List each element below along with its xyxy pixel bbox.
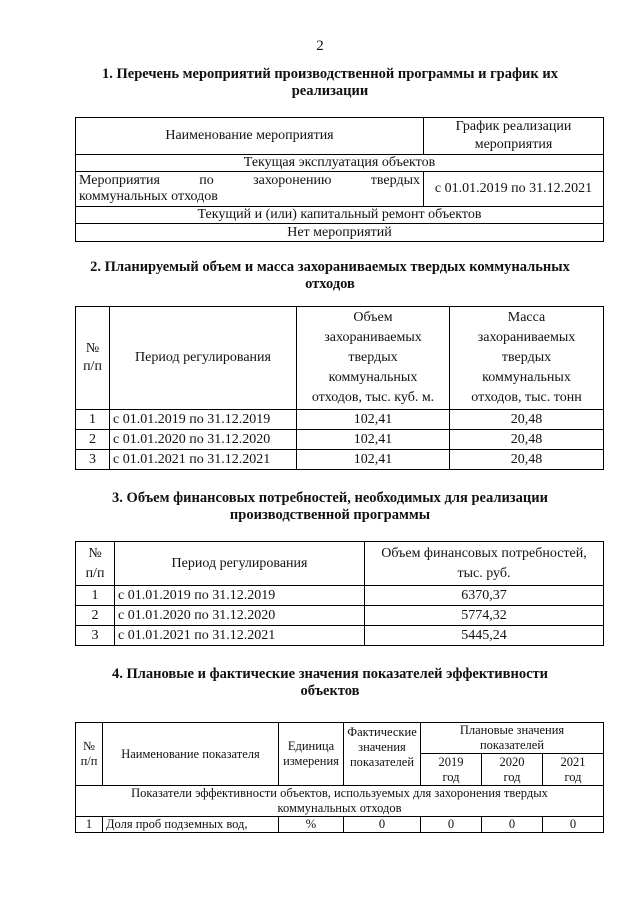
col-header-number-line2: п/п	[80, 754, 98, 768]
table-row	[76, 224, 604, 242]
row-unit: %	[279, 817, 344, 833]
activity-word: твердых	[370, 173, 420, 188]
activity-word: захоронению	[253, 173, 332, 188]
row-number: 1	[76, 586, 115, 606]
table-header-row	[76, 307, 604, 410]
section3-title-line2: производственной программы	[229, 507, 431, 523]
table-row	[76, 430, 604, 450]
row-period: с 01.01.2020 по 31.12.2020	[110, 430, 297, 450]
col-header-amount-line2: тыс. руб.	[457, 565, 511, 581]
col-header-mass-line: коммунальных	[482, 370, 571, 385]
col-header-number	[76, 542, 115, 586]
col-header-volume-line: захораниваемых	[324, 330, 422, 345]
table-row	[76, 606, 604, 626]
efficiency-indicators-table	[75, 722, 604, 833]
col-header-period: Период регулирования	[115, 542, 365, 586]
row-plan-2019: 0	[421, 817, 482, 833]
row-plan-2021: 0	[543, 817, 604, 833]
col-header-actual	[344, 723, 421, 786]
col-header-indicator: Наименование показателя	[103, 723, 279, 786]
group-label-line2: коммунальных отходов	[277, 801, 402, 815]
activities-table	[75, 117, 604, 242]
col-header-number	[76, 723, 103, 786]
col-header-volume-line: Объем	[353, 310, 393, 325]
col-header-mass	[450, 307, 604, 410]
year-unit: год	[564, 769, 582, 784]
row-amount: 6370,37	[365, 586, 604, 606]
year-value: 2019	[438, 754, 464, 769]
year-value: 2020	[499, 754, 525, 769]
col-header-unit-line2: измерения	[283, 754, 339, 768]
row-indicator: Доля проб подземных вод,	[103, 817, 279, 833]
col-header-amount	[365, 542, 604, 586]
row-period: с 01.01.2019 по 31.12.2019	[115, 586, 365, 606]
section1-title-line1: 1. Перечень мероприятий производственной программы и график их	[102, 66, 558, 82]
section2-title	[60, 259, 600, 293]
no-activities-cell: Нет мероприятий	[76, 224, 604, 242]
row-number: 3	[76, 626, 115, 646]
col-header-number-line1: №	[88, 545, 102, 561]
col-header-schedule	[424, 118, 604, 155]
col-header-unit-line1: Единица	[287, 739, 335, 753]
group-row-indicators	[76, 786, 604, 817]
col-header-activity-name: Наименование мероприятия	[76, 118, 424, 155]
table-header-row	[76, 542, 604, 586]
col-header-volume-line: отходов, тыс. куб. м.	[311, 390, 435, 405]
group-label-line1: Показатели эффективности объектов, используемых для захоронения твердых	[131, 786, 548, 800]
col-header-number	[76, 307, 110, 410]
table-row	[76, 586, 604, 606]
col-header-year-2020	[482, 754, 543, 786]
col-header-mass-line: захораниваемых	[477, 330, 576, 345]
row-number: 1	[76, 410, 110, 430]
table-row	[76, 626, 604, 646]
section2-title-line1: 2. Планируемый объем и масса захораниваемых твердых коммунальных	[90, 259, 570, 275]
activity-schedule: с 01.01.2019 по 31.12.2021	[424, 172, 604, 207]
activity-word: Мероприятия	[79, 173, 160, 188]
row-mass: 20,48	[450, 410, 604, 430]
row-volume: 102,41	[297, 410, 450, 430]
col-header-year-2019	[421, 754, 482, 786]
col-header-mass-line: отходов, тыс. тонн	[471, 390, 582, 405]
row-period: с 01.01.2021 по 31.12.2021	[110, 450, 297, 470]
activity-word: по	[199, 173, 214, 188]
table-row	[76, 450, 604, 470]
row-amount: 5774,32	[365, 606, 604, 626]
section4-title-line1: 4. Плановые и фактические значения показателей эффективности	[111, 666, 548, 682]
row-actual: 0	[344, 817, 421, 833]
row-number: 3	[76, 450, 110, 470]
col-header-planned-line2: показателей	[479, 738, 545, 752]
section4-title-line2: объектов	[300, 683, 360, 699]
section3-title	[60, 490, 600, 524]
row-volume: 102,41	[297, 450, 450, 470]
col-header-number-line1: №	[85, 341, 100, 356]
col-header-actual-line: Фактические	[347, 725, 417, 739]
col-header-unit	[279, 723, 344, 786]
col-header-mass-line: твердых	[501, 350, 552, 365]
section2-title-line2: отходов	[305, 276, 355, 292]
col-header-period: Период регулирования	[110, 307, 297, 410]
section1-title	[60, 66, 600, 100]
col-header-volume-line: коммунальных	[328, 370, 418, 385]
section4-title	[60, 666, 600, 700]
col-header-planned	[421, 723, 604, 754]
row-period: с 01.01.2021 по 31.12.2021	[115, 626, 365, 646]
year-unit: год	[503, 769, 521, 784]
activity-line1	[79, 173, 420, 189]
row-plan-2020: 0	[482, 817, 543, 833]
activity-line2: коммунальных отходов	[79, 189, 218, 204]
activity-cell	[76, 172, 424, 207]
row-number: 1	[76, 817, 103, 833]
volume-mass-table	[75, 306, 604, 470]
group-label-indicators	[76, 786, 604, 817]
group-row-repair	[76, 207, 604, 224]
table-row	[76, 410, 604, 430]
row-amount: 5445,24	[365, 626, 604, 646]
group-label-operation: Текущая эксплуатация объектов	[76, 155, 604, 172]
col-header-actual-line: значения	[358, 740, 406, 754]
section1-title-line2: реализации	[291, 83, 369, 99]
col-header-number-line2: п/п	[85, 565, 105, 581]
group-label-repair: Текущий и (или) капитальный ремонт объектов	[76, 207, 604, 224]
page-number: 2	[316, 38, 324, 54]
section3-title-line1: 3. Объем финансовых потребностей, необходимых для реализации	[112, 490, 548, 506]
group-row-operation	[76, 155, 604, 172]
row-number: 2	[76, 606, 115, 626]
row-period: с 01.01.2019 по 31.12.2019	[110, 410, 297, 430]
col-header-number-line1: №	[83, 739, 95, 753]
row-period: с 01.01.2020 по 31.12.2020	[115, 606, 365, 626]
row-volume: 102,41	[297, 430, 450, 450]
col-header-mass-line: Масса	[507, 310, 546, 325]
row-mass: 20,48	[450, 430, 604, 450]
table-header-row	[76, 723, 604, 754]
year-unit: год	[442, 769, 460, 784]
table-header-row	[76, 118, 604, 155]
col-header-volume	[297, 307, 450, 410]
col-header-planned-line1: Плановые значения	[459, 723, 565, 737]
col-header-year-2021	[543, 754, 604, 786]
table-row	[76, 172, 604, 207]
row-mass: 20,48	[450, 450, 604, 470]
col-header-schedule-line2: мероприятия	[474, 137, 553, 152]
col-header-volume-line: твердых	[348, 350, 398, 365]
col-header-actual-line: показателей	[349, 755, 415, 769]
col-header-number-line2: п/п	[83, 359, 102, 374]
col-header-amount-line1: Объем финансовых потребностей,	[381, 545, 587, 561]
financial-needs-table	[75, 541, 604, 646]
year-value: 2021	[560, 754, 586, 769]
col-header-schedule-line1: График реализации	[455, 119, 572, 134]
row-number: 2	[76, 430, 110, 450]
table-row	[76, 817, 604, 833]
